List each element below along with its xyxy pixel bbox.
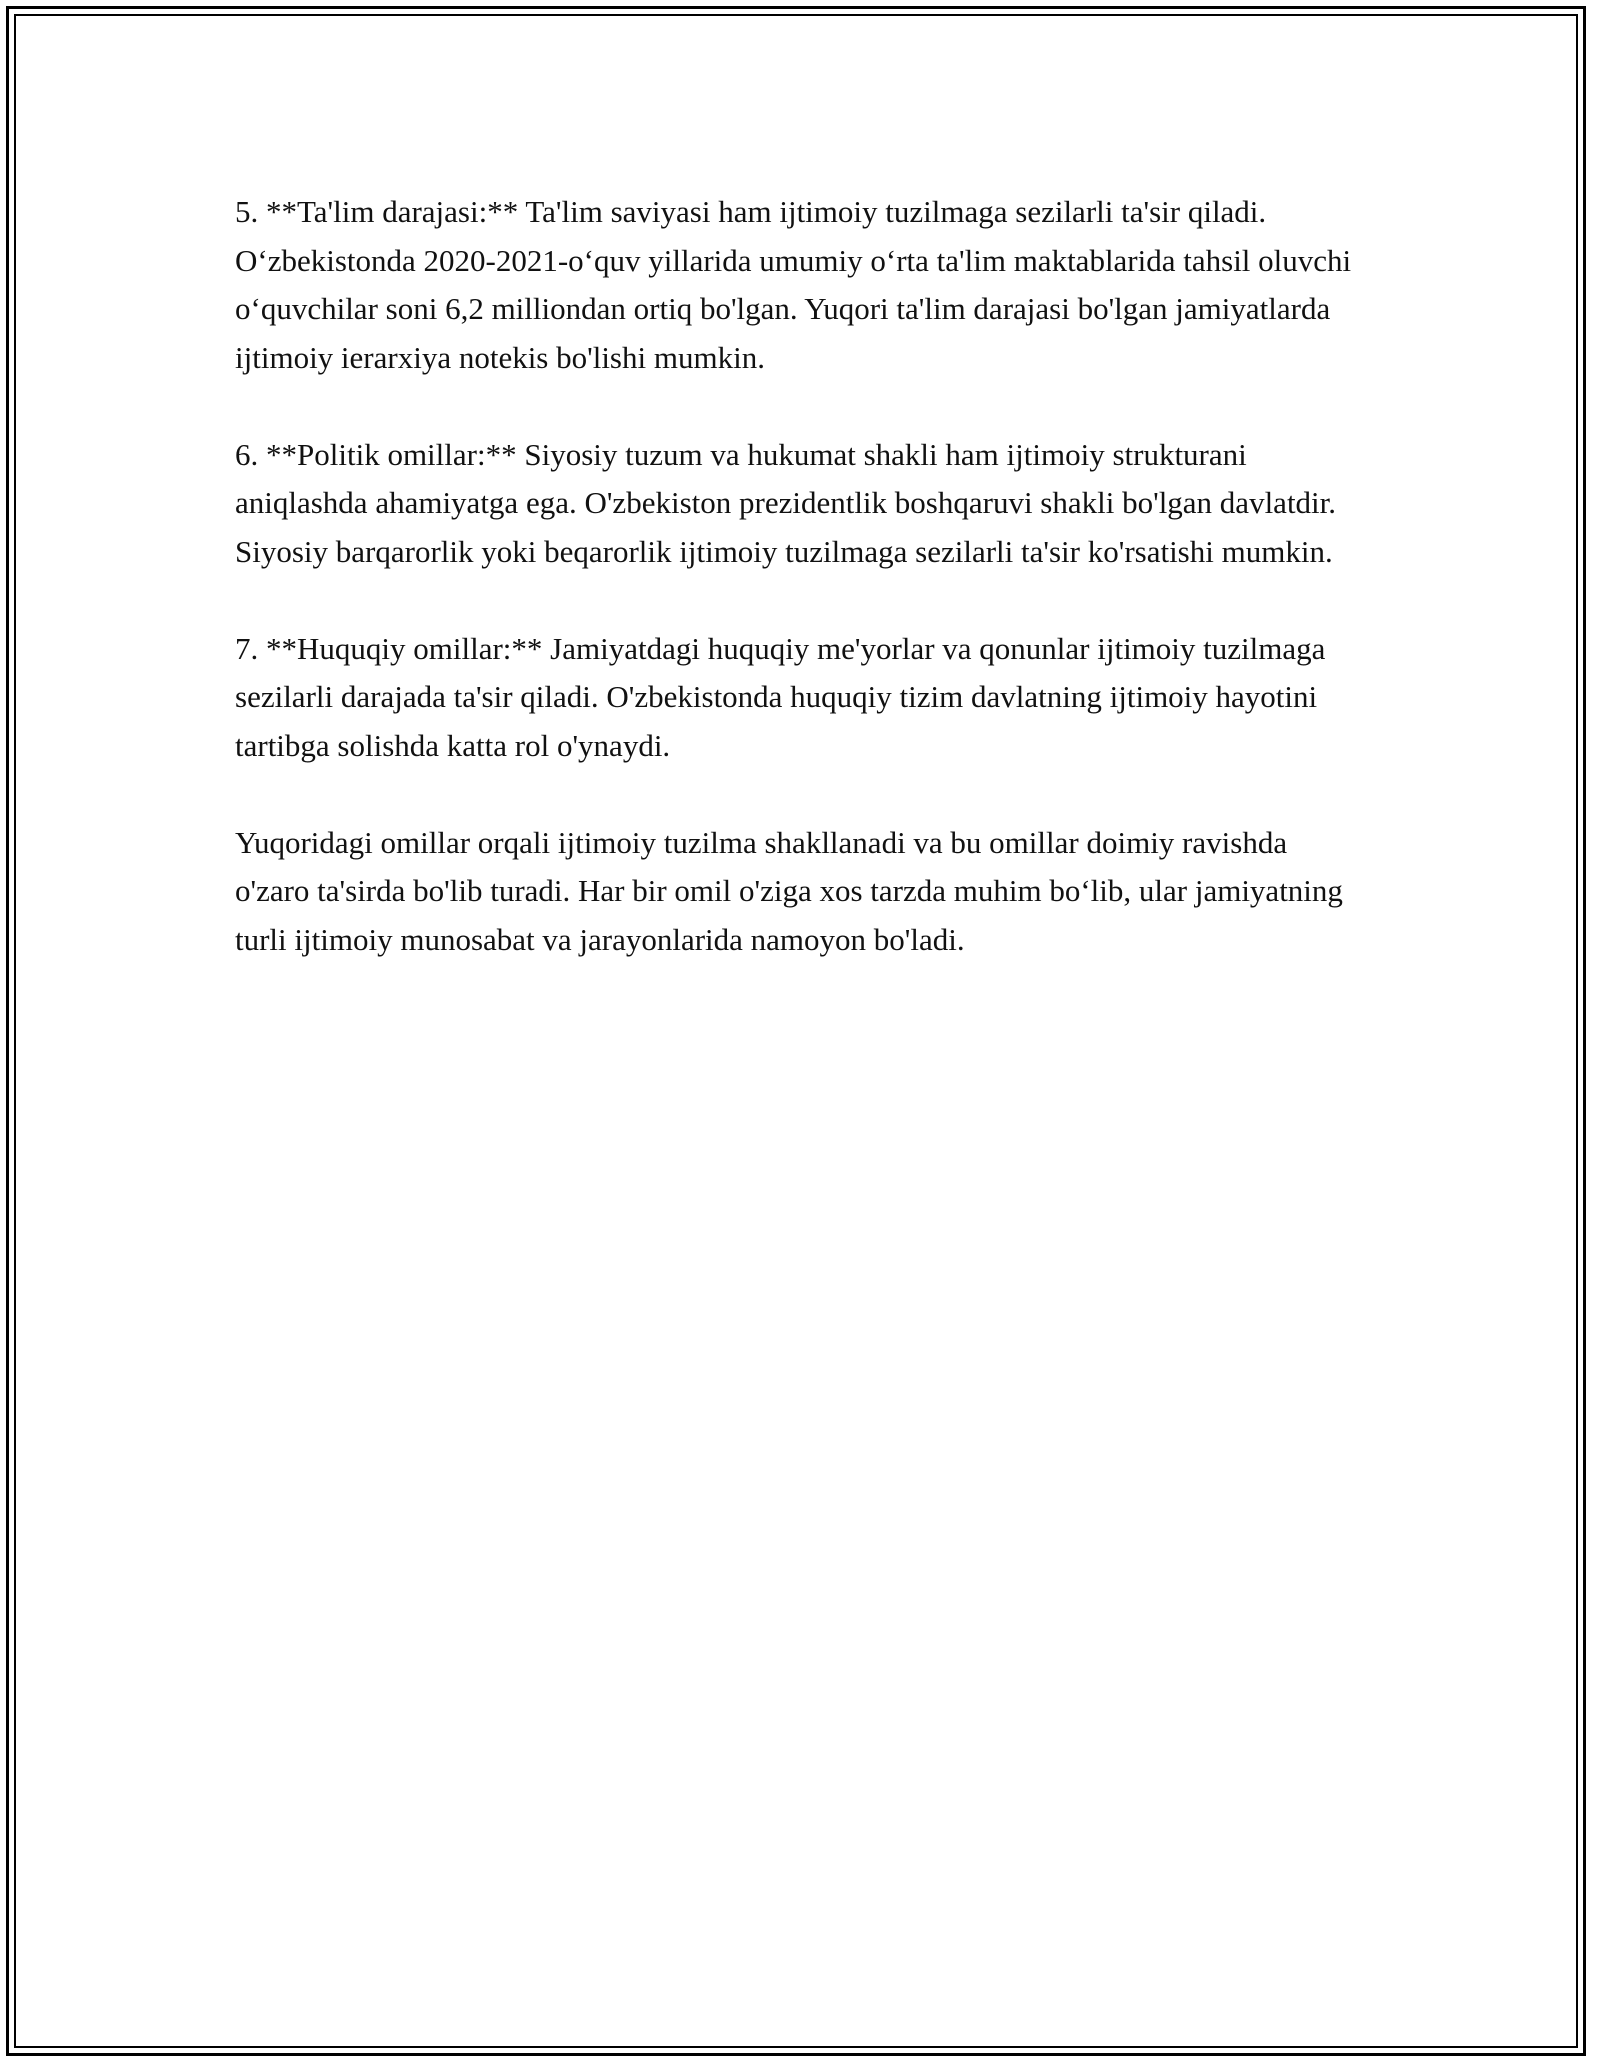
paragraph-education-level: 5. **Ta'lim darajasi:** Ta'lim saviyasi ham ijtimoiy tuzilmaga sezilarli ta'sir qiladi. O‘zbekistonda 2020-2021-o‘quv yillarida umumiy o‘rta ta'lim maktablarida tahsil oluvchi o‘quvchilar soni 6,2 milliondan ortiq bo'lgan. Yuqori ta'lim darajasi bo'lgan jamiyatlarda ijtimoiy ierarxiya notekis bo'lishi mumkin. xyxy=(235,194,1352,375)
paragraph-political-factors: 6. **Politik omillar:** Siyosiy tuzum va hukumat shakli ham ijtimoiy strukturani aniqlashda ahamiyatga ega. O'zbekiston prezidentlik boshqaruvi shakli bo'lgan davlatdir. Siyosiy barqarorlik yoki beqarorlik ijtimoiy tuzilmaga sezilarli ta'sir ko'rsatishi mumkin. xyxy=(235,436,1337,569)
paragraph-conclusion: Yuqoridagi omillar orqali ijtimoiy tuzilma shakllanadi va bu omillar doimiy ravishda o'zaro ta'sirda bo'lib turadi. Har bir omil o'ziga xos tarzda muhim bo‘lib, ular jamiyatning turli ijtimoiy munosabat va jarayonlarida namoyon bo'ladi. xyxy=(235,824,1343,957)
paragraph-legal-factors: 7. **Huquqiy omillar:** Jamiyatdagi huquqiy me'yorlar va qonunlar ijtimoiy tuzilmaga sezilarli darajada ta'sir qiladi. O'zbekistonda huquqiy tizim davlatning ijtimoiy hayotini tartibga solishda katta rol o'ynaydi. xyxy=(235,630,1326,763)
document-body xyxy=(235,188,1365,1013)
